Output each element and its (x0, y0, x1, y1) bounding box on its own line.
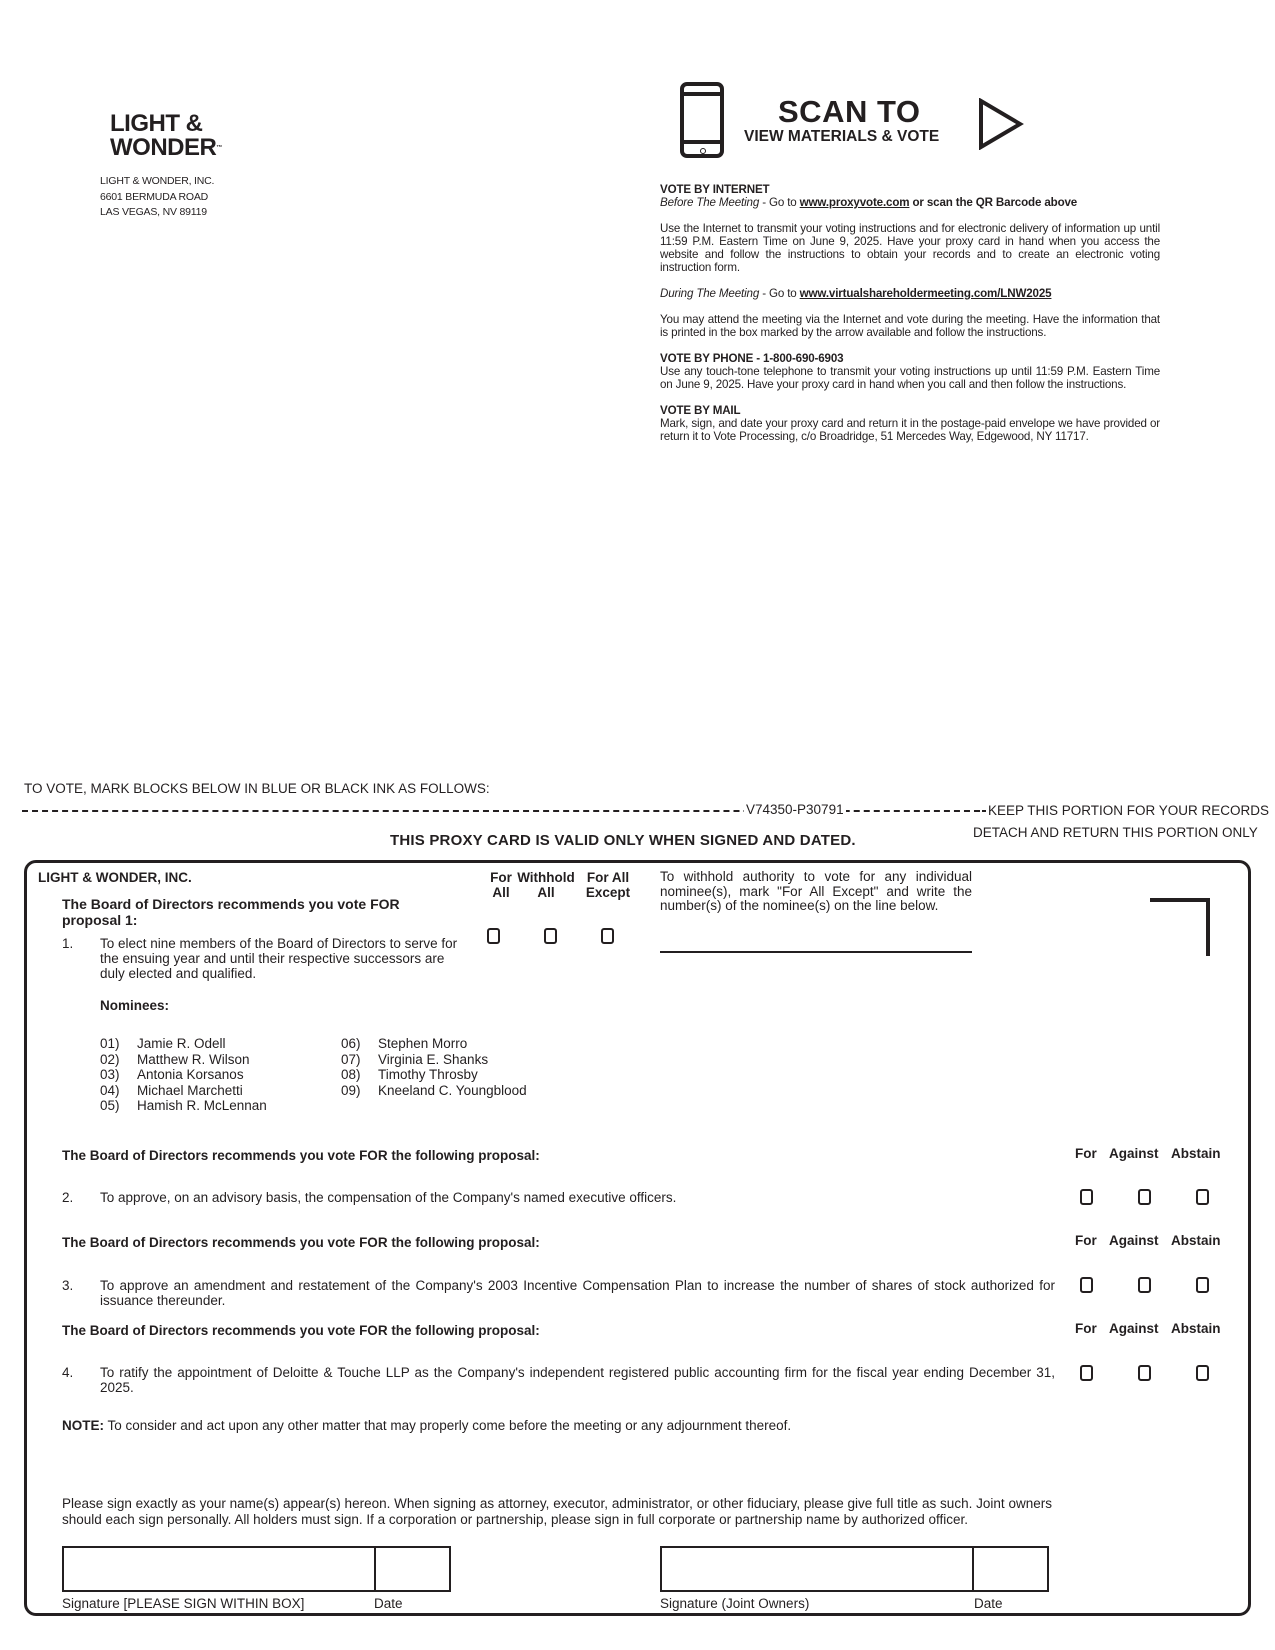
before-tail: or scan the QR Barcode above (909, 196, 1078, 209)
valid-notice: THIS PROXY CARD IS VALID ONLY WHEN SIGNED AND DATED. (390, 832, 856, 849)
recommendation-4: The Board of Directors recommends you vote FOR the following proposal: (62, 1323, 540, 1338)
nominee-num: 02) (100, 1051, 120, 1067)
joint-date-box[interactable] (972, 1546, 1049, 1592)
checkbox-p4-abstain[interactable] (1196, 1365, 1209, 1381)
vote-mail-text: Mark, sign, and date your proxy card and return it in the postage-paid envelope we have provided or return it to Vote Processing, c/o Broadridge, 51 Mercedes Way, Edgewood, NY 11717. (660, 417, 1160, 443)
vote-phone-heading: VOTE BY PHONE - 1-800-690-6903 (660, 352, 844, 365)
control-code: V74350-P30791 (746, 802, 844, 817)
proposal-2-number: 2. (62, 1190, 74, 1205)
withhold-write-line[interactable] (660, 951, 972, 953)
col-withhold-l2: All (537, 885, 555, 900)
note-label: NOTE: (62, 1418, 104, 1433)
against-header-3: Against (1109, 1233, 1159, 1248)
address-line2: 6601 BERMUDA ROAD (100, 190, 209, 203)
date-box[interactable] (374, 1546, 451, 1592)
keep-portion-label: KEEP THIS PORTION FOR YOUR RECORDS (988, 803, 1270, 818)
proposal-2-text: To approve, on an advisory basis, the compensation of the Company's named executive officers. (100, 1190, 677, 1205)
before-text: - Go to (759, 196, 800, 209)
checkbox-p2-against[interactable] (1138, 1189, 1151, 1205)
joint-signature-label: Signature (Joint Owners) (660, 1596, 810, 1611)
nominee-08 (341, 1067, 527, 1083)
nominees-heading: Nominees: (100, 998, 170, 1013)
col-withhold-all (514, 870, 578, 900)
joint-signature-box[interactable] (660, 1546, 974, 1592)
logo-line1: LIGHT & (110, 110, 203, 137)
corner-mark (1150, 898, 1210, 956)
nominee-name: Antonia Korsanos (137, 1067, 244, 1082)
for-header-2: For (1075, 1146, 1097, 1161)
proposal-1-text: To elect nine members of the Board of Directors to serve for the ensuing year and until their respective successors are duly elected and qualified. (100, 936, 458, 981)
nominee-06 (341, 1036, 527, 1052)
nominee-05 (100, 1098, 267, 1114)
date-label: Date (374, 1596, 403, 1611)
against-header-2: Against (1109, 1146, 1159, 1161)
nominee-name: Stephen Morro (378, 1036, 468, 1051)
nominee-02 (100, 1052, 267, 1068)
checkbox-for-all[interactable] (487, 928, 500, 944)
checkbox-for-all-except[interactable] (601, 928, 614, 944)
withhold-instructions: To withhold authority to vote for any individual nominee(s), mark "For All Except" and write the number(s) of the nominee(s) on the line below. (660, 869, 972, 913)
logo-tm: ™ (216, 145, 222, 151)
proxyvote-link[interactable]: www.proxyvote.com (799, 196, 910, 209)
col-withhold-l1: Withhold (517, 870, 575, 885)
nominee-name: Matthew R. Wilson (137, 1051, 250, 1067)
checkbox-p2-for[interactable] (1080, 1189, 1093, 1205)
signature-box[interactable] (62, 1546, 376, 1592)
nominee-name: Jamie R. Odell (137, 1036, 226, 1051)
checkbox-p3-against[interactable] (1138, 1277, 1151, 1293)
joint-date-label: Date (974, 1596, 1003, 1611)
voting-instructions (660, 183, 1160, 456)
nominee-num: 07) (341, 1051, 361, 1067)
card-company: LIGHT & WONDER, INC. (38, 870, 192, 885)
col-for-all-l1: For (490, 870, 512, 885)
nominee-name: Kneeland C. Youngblood (378, 1082, 527, 1098)
nominee-name: Hamish R. McLennan (137, 1098, 267, 1113)
nominee-num: 08) (341, 1067, 361, 1082)
nominees-list-left (100, 1036, 267, 1114)
abstain-header-3: Abstain (1171, 1233, 1221, 1248)
address-line3: LAS VEGAS, NV 89119 (100, 206, 207, 218)
col-for-all (484, 870, 518, 900)
proposal-1-number: 1. (62, 936, 74, 951)
address-line1: LIGHT & WONDER, INC. (100, 175, 215, 187)
virtual-meeting-link[interactable]: www.virtualshareholdermeeting.com/LNW2025 (799, 287, 1052, 300)
col-for-all-l2: All (492, 885, 510, 900)
abstain-header-4: Abstain (1171, 1321, 1221, 1336)
nominee-09 (341, 1083, 527, 1099)
nominee-num: 05) (100, 1098, 120, 1113)
proposal-4-number: 4. (62, 1365, 74, 1380)
vote-phone-text: Use any touch-tone telephone to transmit your voting instructions up until 11:59 P.M. Eastern Time on June 9, 2025. Have your proxy card in hand when you call and then follow the instructions. (660, 365, 1160, 391)
nominee-num: 09) (341, 1082, 361, 1098)
proposal-4-text: To ratify the appointment of Deloitte & Touche LLP as the Company's independent registered public accounting firm for the fiscal year ending December 31, 2025. (100, 1365, 1055, 1395)
for-header-3: For (1075, 1233, 1097, 1248)
proposal-3-number: 3. (62, 1278, 74, 1293)
detach-portion-label: DETACH AND RETURN THIS PORTION ONLY (973, 825, 1258, 840)
nominee-num: 01) (100, 1036, 120, 1051)
checkbox-p3-for[interactable] (1080, 1277, 1093, 1293)
logo-line2: WONDER (110, 134, 217, 161)
checkbox-p2-abstain[interactable] (1196, 1189, 1209, 1205)
checkbox-p3-abstain[interactable] (1196, 1277, 1209, 1293)
recommendation-3: The Board of Directors recommends you vote FOR the following proposal: (62, 1235, 540, 1250)
during-meeting-label: During The Meeting (660, 287, 760, 300)
company-logo (110, 112, 222, 160)
nominee-num: 06) (341, 1036, 361, 1051)
nominee-num: 04) (100, 1082, 120, 1098)
checkbox-p4-against[interactable] (1138, 1365, 1151, 1381)
play-arrow-icon (978, 98, 1024, 150)
nominee-name: Michael Marchetti (137, 1082, 243, 1098)
against-header-4: Against (1109, 1321, 1159, 1336)
nominees-list-right (341, 1036, 527, 1098)
nominee-03 (100, 1067, 267, 1083)
vote-internet-heading: VOTE BY INTERNET (660, 183, 770, 196)
signature-label: Signature [PLEASE SIGN WITHIN BOX] (62, 1596, 305, 1611)
checkbox-p4-for[interactable] (1080, 1365, 1093, 1381)
for-header-4: For (1075, 1321, 1097, 1336)
checkbox-withhold-all[interactable] (544, 928, 557, 944)
abstain-header-2: Abstain (1171, 1146, 1221, 1161)
nominee-name: Virginia E. Shanks (378, 1051, 489, 1067)
signing-instructions: Please sign exactly as your name(s) appear(s) hereon. When signing as attorney, executor, administrator, or other fiduciary, please give full title as such. Joint owners should each sign personally. All holders must sign. If a corporation or partnership, please sign in full corporate or partnership name by authorized officer. (62, 1496, 1052, 1527)
scan-subtitle: VIEW MATERIALS & VOTE (744, 128, 940, 145)
col-except-l2: Except (585, 885, 631, 900)
company-address (100, 174, 214, 221)
nominee-name: Timothy Throsby (378, 1067, 478, 1082)
vote-mail-heading: VOTE BY MAIL (660, 404, 741, 417)
col-except-l1: For All (586, 870, 630, 885)
during-text: - Go to (759, 287, 800, 300)
scan-title: SCAN TO (778, 94, 921, 129)
before-meeting-label: Before The Meeting (660, 196, 760, 209)
note (62, 1418, 791, 1433)
internet-para: Use the Internet to transmit your voting instructions and for electronic delivery of information up until 11:59 P.M. Eastern Time on June 9, 2025. Have your proxy card in hand when you access the website and follow the instructions to obtain your records and to create an electronic voting instruction form. (660, 222, 1160, 274)
note-text: To consider and act upon any other matter that may properly come before the meeting or any adjournment thereof. (104, 1418, 792, 1433)
to-vote-instruction: TO VOTE, MARK BLOCKS BELOW IN BLUE OR BLACK INK AS FOLLOWS: (24, 781, 490, 796)
attend-para: You may attend the meeting via the Internet and vote during the meeting. Have the information that is printed in the box marked by the arrow available and follow the instructions. (660, 313, 1160, 339)
col-for-all-except (580, 870, 636, 900)
nominee-04 (100, 1083, 267, 1099)
recommendation-2: The Board of Directors recommends you vote FOR the following proposal: (62, 1148, 540, 1163)
nominee-07 (341, 1052, 527, 1068)
recommendation-1: The Board of Directors recommends you vote FOR proposal 1: (62, 896, 400, 928)
nominee-num: 03) (100, 1067, 120, 1082)
proposal-3-text: To approve an amendment and restatement of the Company's 2003 Incentive Compensation Plan to increase the number of shares of stock authorized for issuance thereunder. (100, 1278, 1055, 1308)
phone-icon (680, 82, 724, 158)
nominee-01 (100, 1036, 267, 1052)
